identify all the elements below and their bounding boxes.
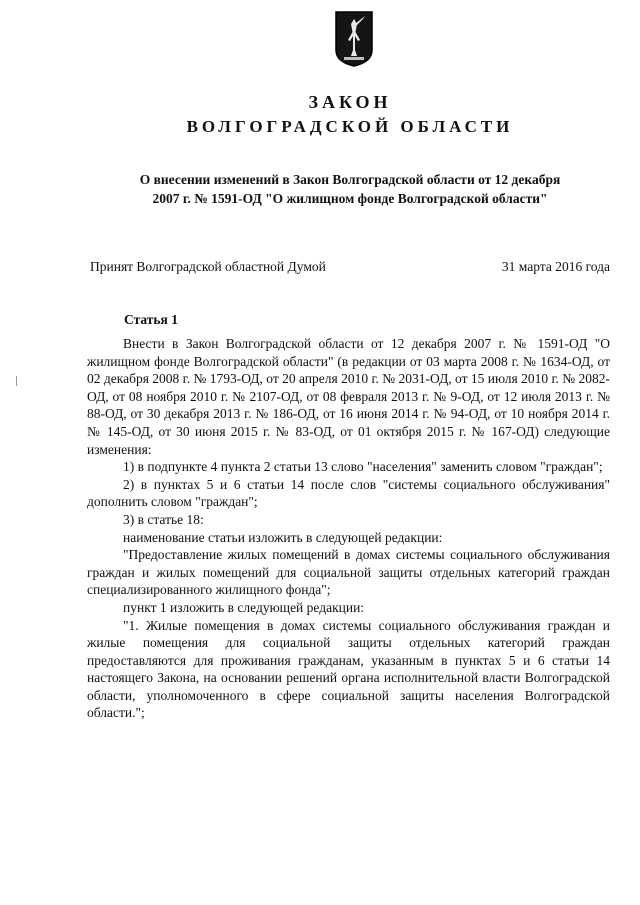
adopted-by-text: Принят Волгоградской областной Думой bbox=[90, 259, 326, 274]
paragraph-point-instruction: пункт 1 изложить в следующей редакции: bbox=[123, 599, 365, 615]
paragraph-item-3: 3) в статье 18: bbox=[123, 511, 204, 527]
paragraph-point-text: "1. Жилые помещения в домах системы социального обслуживания граждан и жилые помещения для социальной защиты отдельных категорий граждан предоставляются для проживания гражданам, указанным в пунктах 5 и 6 статьи 14 настоящего Закона, на основании решений органа исполнительной власти Волгоградской области, уполномоченного в сфере социальной защиты населения Волгоградской области."; bbox=[87, 617, 610, 721]
paragraph-item-1: 1) в подпункте 4 пункта 2 статьи 13 слово "населения" заменить словом "граждан"; bbox=[123, 459, 603, 475]
article-heading: Статья 1 bbox=[124, 312, 178, 327]
margin-mark bbox=[16, 376, 17, 386]
subtitle-line-2: 2007 г. № 1591-ОД "О жилищном фонде Волгоградской области" bbox=[152, 191, 548, 206]
subtitle-line-1: О внесении изменений в Закон Волгоградской области от 12 декабря bbox=[139, 172, 561, 187]
law-title: ЗАКОН bbox=[308, 92, 392, 112]
law-subtitle bbox=[110, 170, 590, 208]
paragraph-item-2: 2) в пунктах 5 и 6 статьи 14 после слов "системы социального обслуживания" дополнить словом "граждан"; bbox=[87, 476, 610, 510]
adoption-date: 31 марта 2016 года bbox=[501, 259, 610, 274]
paragraph-title-text: "Предоставление жилых помещений в домах системы социального обслуживания граждан и жилых помещений для социальной защиты отдельных категорий граждан специализированного жилищного фонда"; bbox=[87, 547, 610, 598]
paragraph-intro: Внести в Закон Волгоградской области от 12 декабря 2007 г. № 1591-ОД "О жилищном фонде Волгоградской области" (в редакции от 03 марта 2008 г. № 1634-ОД, от 02 декабря 2008 г. № 1793-ОД, от 20 апреля 2010 г. № 2031-ОД, от 15 июля 2010 г. № 2082-ОД, от 08 ноября 2010 г. № 2107-ОД, от 08 февраля 2013 г. № 9-ОД, от 12 июля 2013 г. № 88-ОД, от 30 декабря 2013 г. № 186-ОД, от 16 июня 2014 г. № 94-ОД, от 10 ноября 2014 г. № 145-ОД, от 30 июня 2015 г. № 83-ОД, от 01 октября 2015 г. № 167-ОД) следующие изменения: bbox=[87, 336, 610, 457]
paragraph-title-instruction: наименование статьи изложить в следующей редакции: bbox=[123, 529, 443, 545]
volgograd-coat-of-arms-icon bbox=[334, 10, 374, 68]
article-body bbox=[87, 335, 610, 722]
region-title: ВОЛГОГРАДСКОЙ ОБЛАСТИ bbox=[186, 117, 514, 136]
